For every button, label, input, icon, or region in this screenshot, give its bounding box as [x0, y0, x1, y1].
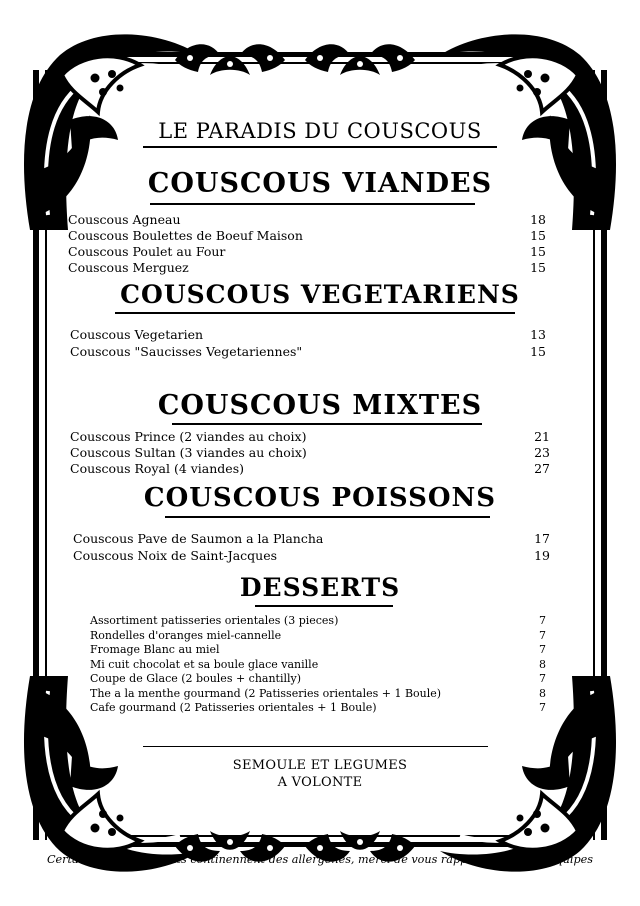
section-title-vegetariens: COUSCOUS VEGETARIENS	[120, 280, 520, 309]
menu-item-name: The a la menthe gourmand (2 Patisseries orientales + 1 Boule)	[90, 686, 442, 700]
menu-item	[90, 629, 546, 644]
menu-list-mixtes	[70, 429, 550, 477]
section-underline	[115, 312, 515, 314]
menu-item-price: 18	[530, 212, 546, 227]
menu-item-name: Couscous Merguez	[68, 260, 189, 275]
menu-list-viandes	[68, 212, 546, 276]
menu-item-name: Couscous Vegetarien	[70, 327, 204, 342]
menu-list-vegetariens	[70, 326, 546, 360]
menu-item-price: 15	[530, 228, 546, 243]
menu-item	[70, 343, 546, 360]
menu-item	[73, 547, 550, 564]
menu-item-price: 7	[539, 672, 546, 685]
restaurant-name: LE PARADIS DU COUSCOUS	[158, 119, 482, 143]
menu-item-price: 15	[530, 260, 546, 275]
menu-item-price: 7	[539, 614, 546, 627]
menu-item-name: Couscous Pave de Saumon a la Plancha	[73, 531, 324, 546]
menu-item	[90, 643, 546, 658]
menu-item-price: 7	[539, 701, 546, 714]
menu-item-name: Coupe de Glace (2 boules + chantilly)	[90, 672, 302, 685]
menu-item-name: Couscous Sultan (3 viandes au choix)	[70, 445, 307, 460]
menu-item	[90, 701, 546, 716]
menu-list-desserts	[90, 614, 546, 716]
menu-item-price: 7	[539, 628, 546, 642]
menu-item-price: 23	[534, 445, 550, 460]
menu-item-name: Rondelles d'oranges miel-cannelle	[90, 628, 282, 642]
section-title-viandes: COUSCOUS VIANDES	[147, 168, 493, 199]
menu-item-name: Couscous Prince (2 viandes au choix)	[70, 429, 307, 444]
menu-item-price: 27	[534, 461, 550, 476]
menu-item-name: Couscous "Saucisses Vegetariennes"	[70, 344, 303, 359]
menu-item-price: 8	[539, 686, 546, 700]
menu-item	[70, 326, 546, 343]
menu-item	[68, 212, 546, 228]
menu-item	[90, 672, 546, 687]
menu-item-name: Mi cuit chocolat et sa boule glace vanille	[90, 657, 319, 671]
menu-item-price: 19	[534, 548, 550, 563]
section-title-desserts: DESSERTS	[239, 573, 401, 602]
section-underline	[165, 516, 490, 518]
menu-item-name: Assortiment patisseries orientales (3 pieces)	[90, 614, 339, 627]
section-underline	[150, 203, 475, 205]
section-title-poissons: COUSCOUS POISSONS	[143, 483, 497, 513]
menu-item-name: Couscous Noix de Saint-Jacques	[73, 548, 278, 563]
menu-item-price: 21	[534, 429, 550, 444]
section-title-mixtes: COUSCOUS MIXTES	[157, 390, 483, 421]
menu-item	[70, 461, 550, 477]
menu-item	[90, 658, 546, 673]
allergen-notice: Certains de nos produits continennent des allergenes, merci de vous rapprocher de nos equipes	[46, 853, 594, 866]
menu-item	[90, 687, 546, 702]
menu-item-price: 7	[539, 643, 546, 656]
menu-item	[70, 429, 550, 445]
menu-item-name: Couscous Poulet au Four	[68, 244, 226, 259]
menu-item-name: Cafe gourmand (2 Patisseries orientales + 1 Boule)	[90, 701, 377, 714]
section-underline	[172, 423, 482, 425]
menu-item-price: 13	[530, 327, 546, 342]
menu-item-name: Fromage Blanc au miel	[90, 643, 220, 656]
menu-item-name: Couscous Agneau	[68, 212, 181, 227]
menu-item	[68, 228, 546, 244]
menu-item-price: 8	[539, 657, 546, 671]
menu-item-name: Couscous Royal (4 viandes)	[70, 461, 244, 476]
menu-item-price: 15	[530, 344, 546, 359]
section-underline	[255, 605, 393, 607]
menu-item-price: 15	[530, 244, 546, 259]
footer-divider	[143, 746, 488, 747]
menu-item	[68, 260, 546, 276]
menu-list-poissons	[73, 530, 550, 564]
footer-line-1: SEMOULE ET LEGUMES	[232, 758, 408, 773]
menu-item	[73, 530, 550, 547]
menu-item	[70, 445, 550, 461]
menu-item-price: 17	[534, 531, 550, 546]
footer-line-2: A VOLONTE	[277, 775, 363, 790]
menu-item-name: Couscous Boulettes de Boeuf Maison	[68, 228, 303, 243]
menu-item	[68, 244, 546, 260]
title-underline	[143, 146, 497, 148]
footer-note	[190, 757, 450, 791]
menu-item	[90, 614, 546, 629]
